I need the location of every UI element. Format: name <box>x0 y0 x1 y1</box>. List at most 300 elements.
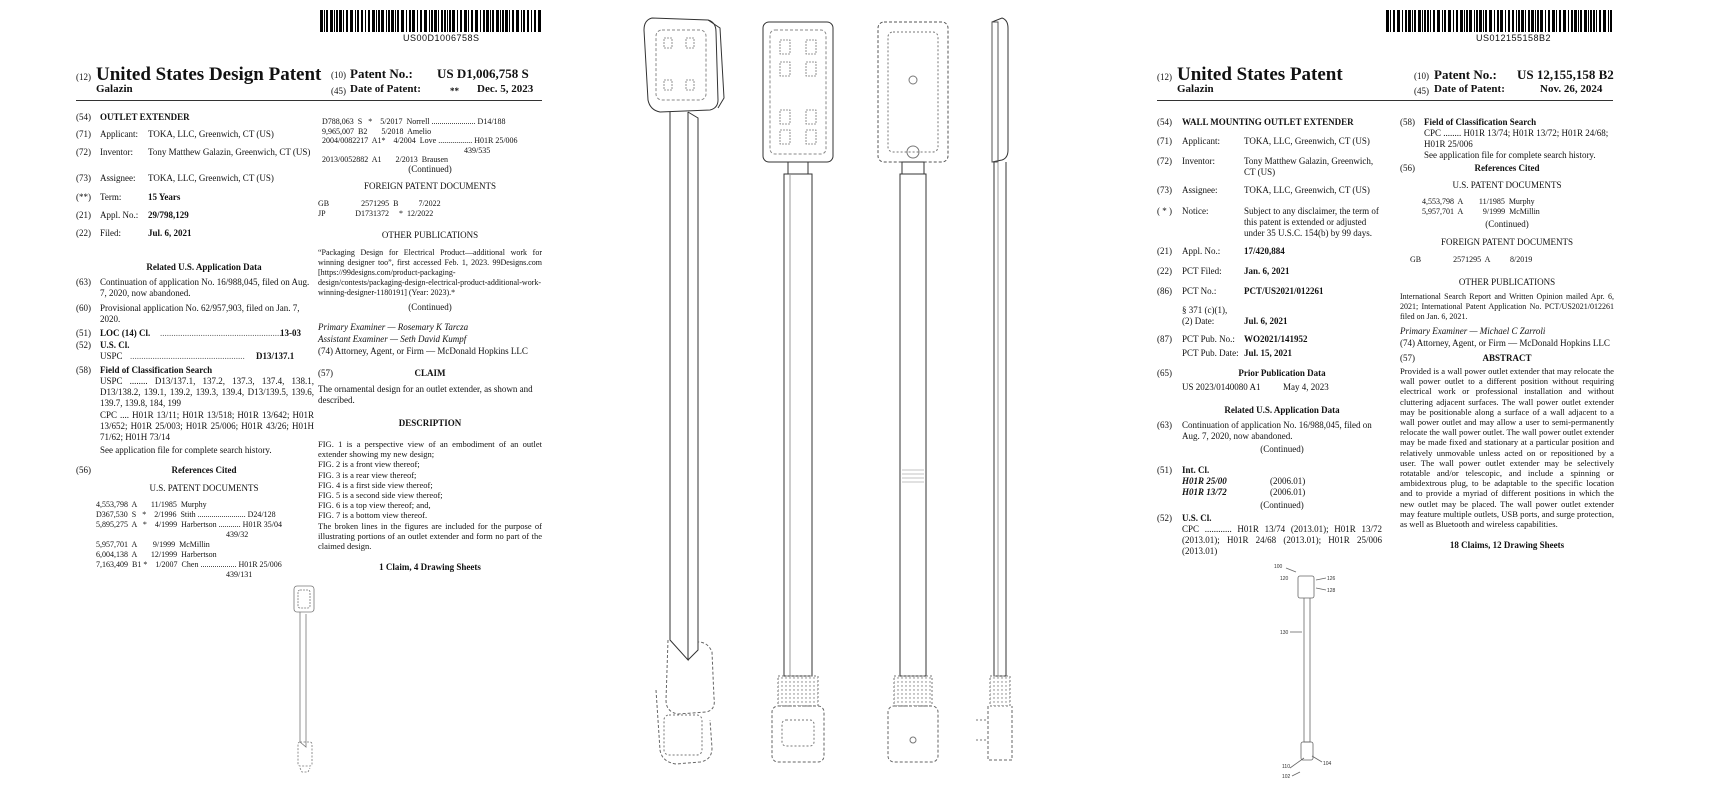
s371-label: § 371 (c)(1), <box>1182 305 1228 315</box>
field-value: 15 Years <box>148 192 181 202</box>
primary-examiner: Primary Examiner — Michael C Zarroli <box>1400 326 1546 336</box>
other-continued: (Continued) <box>408 302 452 312</box>
search-cpc: CPC .... H01R 13/11; H01R 13/518; H01R 13/642; H01R 13/652; H01R 25/003; H01R 25/006; H01R 43/26; H01H 71/62; H01H 73/14 <box>100 410 314 442</box>
field-label: Appl. No.: <box>100 210 139 220</box>
barcode-bar <box>1390 10 1391 32</box>
s371-date-label: (2) Date: <box>1182 316 1215 326</box>
pub-date: Jul. 15, 2021 <box>1244 348 1293 358</box>
barcode-bar <box>350 10 353 32</box>
fig-label: 104 <box>1323 761 1332 767</box>
date-label: Date of Patent: <box>1434 83 1505 95</box>
barcode-bar <box>324 10 325 32</box>
citation-row: 9,965,007 B2 5/2018 Amelio <box>322 126 432 136</box>
barcode-bar <box>523 10 525 32</box>
barcode-bar <box>483 10 485 32</box>
field-label: PCT Filed: <box>1182 266 1222 276</box>
barcode-bar <box>372 10 375 32</box>
barcode-bar <box>475 10 478 32</box>
prior-row: US 2023/0140080 A1 May 4, 2023 <box>1182 382 1329 392</box>
barcode-bar <box>1393 10 1395 32</box>
attorney: (74) Attorney, Agent, or Firm — McDonald Hopkins LLC <box>318 346 528 356</box>
barcode-bar <box>441 10 443 32</box>
fig-label: 100 <box>1274 564 1283 570</box>
barcode-bar <box>538 10 541 32</box>
fig-label: 102 <box>1282 774 1291 780</box>
barcode-bar <box>424 10 427 32</box>
barcode-bar <box>1500 10 1503 32</box>
kind-code: (12) <box>76 72 91 82</box>
related-heading: Related U.S. Application Data <box>1224 405 1340 415</box>
refs-continued: (Continued) <box>1485 219 1529 229</box>
related-code: (63) <box>1157 420 1172 430</box>
patent-number: US D1,006,758 S <box>437 66 529 81</box>
foreign-heading: FOREIGN PATENT DOCUMENTS <box>363 181 497 191</box>
barcode-number: US00D1006758S <box>403 33 480 43</box>
field-code: (72) <box>76 147 91 157</box>
citation-row: 2013/0052882 A1 2/2013 Brausen <box>322 155 448 164</box>
barcode-bar <box>1525 10 1526 32</box>
barcode-bar <box>1460 10 1463 32</box>
barcode-bar <box>452 10 455 32</box>
claim-code: (57) <box>318 368 333 378</box>
search-uspc: USPC ........ D13/137.1, 137.2, 137.3, 137.4, 138.1, D13/138.2, 139.1, 139.2, 139.3, 139.4, D13/139.5, 139.6, 139.7, 139.8, 184, 199 <box>100 376 314 408</box>
search-label: Field of Classification Search <box>100 365 213 375</box>
barcode-bar <box>1516 10 1517 32</box>
claims-sheets: 1 Claim, 4 Drawing Sheets <box>379 562 481 572</box>
field-value: TOKA, LLC, Greenwich, CT (US) <box>1244 185 1370 195</box>
prior-code: (65) <box>1157 368 1172 378</box>
barcode-bar <box>1578 10 1579 32</box>
barcode-bar <box>1386 10 1389 32</box>
barcode-bar <box>339 10 342 32</box>
description-line: FIG. 1 is a perspective view of an embodiment of an outlet extender showing my new design; <box>318 439 542 460</box>
citation-row: GB 2571295 B 7/2022 <box>318 199 441 208</box>
barcode-bar <box>468 10 469 32</box>
barcode-bar <box>1444 10 1446 32</box>
citation-row: 4,553,798 A 11/1985 Murphy <box>96 500 207 509</box>
search-note: See application file for complete search history. <box>1424 150 1596 160</box>
barcode-bar <box>438 10 439 32</box>
outlet-extender-drawing <box>620 0 1070 787</box>
inventor-surname: Galazin <box>1177 83 1214 95</box>
claims-sheets: 18 Claims, 12 Drawing Sheets <box>1449 540 1565 550</box>
us-docs-heading: U.S. PATENT DOCUMENTS <box>149 483 259 493</box>
barcode-bar <box>1521 10 1524 32</box>
citation-row: GB 2571295 A 8/2019 <box>1410 255 1533 264</box>
citation-row: D367,530 S * 2/1996 Stith ........................ D24/128 <box>96 510 276 519</box>
barcode-bar <box>391 10 394 32</box>
intcl-class-1: H01R 25/00 <box>1182 476 1227 486</box>
s371-date: Jul. 6, 2021 <box>1244 316 1288 326</box>
prior-heading: Prior Publication Data <box>1238 368 1326 378</box>
barcode-bar <box>1603 10 1606 32</box>
description-line: The broken lines in the figures are included for the purpose of illustrating portions of an outlet extender and form no part of the claimed design. <box>318 520 542 552</box>
barcode-bar <box>1593 10 1596 32</box>
patent-no-label: Patent No.: <box>1434 67 1497 82</box>
barcode-bar <box>1430 10 1431 32</box>
barcode-bar <box>409 10 411 32</box>
barcode-bar <box>355 10 356 32</box>
field-code: (72) <box>1157 156 1172 166</box>
citation-row: D788,063 S * 5/2017 Norrell ...................... D14/188 <box>322 117 506 126</box>
barcode-bar <box>1469 10 1472 32</box>
citation-row: 439/131 <box>96 570 253 579</box>
barcode-bar <box>1489 10 1492 32</box>
barcode-bar <box>480 10 481 32</box>
barcode-bar <box>492 10 494 32</box>
barcode-bar <box>1464 10 1465 32</box>
barcode-bar <box>1588 10 1589 32</box>
barcode-bar <box>1422 10 1423 32</box>
page-title: United States Patent <box>1177 64 1343 85</box>
barcode-bar <box>1518 10 1520 32</box>
search-note: See application file for complete search history. <box>100 445 272 455</box>
field-value: PCT/US2021/012261 <box>1244 286 1324 296</box>
barcode-bar <box>457 10 458 32</box>
desc-heading: DESCRIPTION <box>398 418 462 428</box>
barcode-bar <box>386 10 387 32</box>
abstract-text: Provided is a wall power outlet extender that may relocate the wall power outlet to a different position without requiring electrical work or professional installation and without cluttering adjacent surfaces. The wall power outlet extender may be positionable along a surface of a wall adjacent to a wall power outlet and may allow a user to semi-permanently relocate the wall power outlet. The wall power outlet extender may be made fixed and stationary at a particular position and relatively unmovable unless acted on or repositioned by a user. The wall power outlet extender may be selectively rotatable and/or telescopic, and include a spinning or ambidextrous plug, to be adaptable to the specific location and to provide a myriad of different positions in which the new outlet may be placed. The wall power outlet extender may feature multiple outlets, USB ports, and surge protection, as well as Bluetooth and wireless capabilities. <box>1400 366 1614 530</box>
barcode-bar <box>381 10 384 32</box>
barcode-bar <box>1476 10 1478 32</box>
pub-code: (87) <box>1157 334 1172 344</box>
patent-no-code: (10) <box>1414 71 1429 81</box>
related-60-text: Provisional application No. 62/957,903, filed on Jan. 7, 2020. <box>100 303 300 324</box>
other-pub-text: “Packaging Design for Electrical Product—additional work for winning designer too”, first accessed Feb. 1, 2023. 99Designs.com [https://99designs.com/product-packaging-design/contests/packaging-design-electrical-product-additional-work-winning-designer-1180191] (Year: 2023).* <box>318 248 542 297</box>
barcode-bar <box>1456 10 1458 32</box>
citation-row: JP D1731372 * 12/2022 <box>318 209 434 218</box>
barcode-bar <box>1584 10 1587 32</box>
barcode-bar <box>336 10 338 32</box>
field-code: (86) <box>1157 286 1172 296</box>
barcode-bar <box>1433 10 1435 32</box>
field-value: TOKA, LLC, Greenwich, CT (US) <box>148 173 274 183</box>
citation-row: 5,895,275 A * 4/1999 Harbertson ........... H01R 35/04 <box>96 520 282 529</box>
field-value: WALL MOUNTING OUTLET EXTENDER <box>1182 117 1354 127</box>
representative-drawing <box>288 582 348 782</box>
loc-label: LOC (14) Cl. <box>100 328 151 338</box>
pub-date-label: PCT Pub. Date: <box>1182 348 1239 358</box>
field-value: TOKA, LLC, Greenwich, CT (US) <box>1244 136 1370 146</box>
related-63-text: Continuation of application No. 16/988,045, filed on Aug. 7, 2020, now abandoned. <box>100 277 310 298</box>
barcode-bar <box>505 10 508 32</box>
barcode-bar <box>378 10 380 32</box>
date-stars: ** <box>450 86 459 96</box>
field-code: (71) <box>76 129 91 139</box>
field-label: Filed: <box>100 228 122 238</box>
fig-label: 126 <box>1327 576 1336 582</box>
description-line: FIG. 5 is a second side view thereof; <box>318 490 443 501</box>
pub-no: WO2021/141952 <box>1244 334 1308 344</box>
barcode-bar <box>1568 10 1569 32</box>
barcode-bar <box>1610 10 1612 32</box>
barcode-bar <box>1427 10 1430 32</box>
representative-drawing <box>1260 562 1350 782</box>
barcode-bar <box>346 10 348 32</box>
related-heading: Related U.S. Application Data <box>146 262 262 272</box>
abstract-code: (57) <box>1400 353 1415 363</box>
date-code: (45) <box>331 86 346 96</box>
field-label: Appl. No.: <box>1182 246 1221 256</box>
us-docs-heading: U.S. PATENT DOCUMENTS <box>1452 180 1562 190</box>
barcode-bar <box>1397 10 1400 32</box>
field-value: Tony Matthew Galazin, Greenwich, CT (US) <box>148 147 311 157</box>
patent-date: Nov. 26, 2024 <box>1540 83 1603 95</box>
patent-number: US 12,155,158 B2 <box>1517 67 1614 82</box>
field-value: Jan. 6, 2021 <box>1244 266 1290 276</box>
barcode-bar <box>471 10 473 32</box>
barcode-bar <box>368 10 370 32</box>
barcode-bar <box>1563 10 1566 32</box>
field-label: Term: <box>100 192 122 202</box>
field-label: Notice: <box>1182 206 1209 216</box>
barcode-bar <box>1571 10 1573 32</box>
field-code: (**) <box>76 192 91 202</box>
field-label: PCT No.: <box>1182 286 1217 296</box>
field-label: Assignee: <box>1182 185 1218 195</box>
barcode-bar <box>320 10 323 32</box>
pub-label: PCT Pub. No.: <box>1182 334 1235 344</box>
barcode-bar <box>1545 10 1546 32</box>
cpc-text: CPC ............ H01R 13/74 (2013.01); H01R 13/72 (2013.01); H01R 24/68 (2013.01); H01R 25/006 (2013.01) <box>1182 524 1382 556</box>
description-line: FIG. 6 is a top view thereof; and, <box>318 500 431 511</box>
patent-no-label: Patent No.: <box>350 66 413 81</box>
citation-row: 4,553,798 A 11/1985 Murphy <box>1422 197 1535 206</box>
related-text: Continuation of application No. 16/988,045, filed on Aug. 7, 2020, now abandoned. <box>1182 420 1372 441</box>
search-code: (58) <box>1400 117 1415 127</box>
abstract-heading: ABSTRACT <box>1482 353 1532 363</box>
related-63-code: (63) <box>76 277 91 287</box>
description <box>318 439 542 551</box>
description-line: FIG. 4 is a first side view thereof; <box>318 479 433 490</box>
barcode-bar <box>1535 10 1536 32</box>
barcode-bar <box>1599 10 1601 32</box>
field-code: (54) <box>1157 117 1172 127</box>
other-pub-heading: OTHER PUBLICATIONS <box>381 230 479 240</box>
citation-row: 439/535 <box>322 145 491 155</box>
other-pub-heading: OTHER PUBLICATIONS <box>1458 277 1556 287</box>
barcode-bar <box>531 10 532 32</box>
field-value: Jul. 6, 2021 <box>148 228 192 238</box>
claim-text: The ornamental design for an outlet extender, as shown and described. <box>318 384 533 405</box>
barcode-bar <box>1580 10 1582 32</box>
barcode-bar <box>1559 10 1561 32</box>
barcode-bar <box>1590 10 1592 32</box>
citation-row: 6,004,138 A 12/1999 Harbertson <box>96 550 217 559</box>
barcode-bar <box>1442 10 1443 32</box>
search-cpc: CPC ........ H01R 13/74; H01R 13/72; H01R 24/68; H01R 25/006 <box>1424 128 1609 149</box>
barcode-bar <box>496 10 499 32</box>
uspc-label: USPC <box>100 351 123 361</box>
attorney: (74) Attorney, Agent, or Firm — McDonald Hopkins LLC <box>1400 338 1610 348</box>
barcode-bar <box>516 10 519 32</box>
barcode-bar <box>1531 10 1534 32</box>
description-line: FIG. 7 is a bottom view thereof. <box>318 510 428 521</box>
barcode-bar <box>1528 10 1530 32</box>
fig-label: 130 <box>1280 630 1289 636</box>
barcode <box>320 10 542 32</box>
barcode-bar <box>417 10 418 32</box>
citation-row: 5,957,701 A 9/1999 McMillin <box>1422 207 1540 216</box>
barcode-bar <box>1453 10 1454 32</box>
date-label: Date of Patent: <box>350 83 421 95</box>
continued-label: (Continued) <box>408 164 452 174</box>
related-60-code: (60) <box>76 303 91 313</box>
barcode-bar <box>1512 10 1515 32</box>
barcode-bar <box>1414 10 1416 32</box>
primary-examiner: Primary Examiner — Rosemary K Tarcza <box>318 322 469 332</box>
barcode-bar <box>401 10 404 32</box>
search-code: (58) <box>76 365 91 375</box>
barcode-bar <box>420 10 422 32</box>
barcode-bar <box>490 10 491 32</box>
field-value: Tony Matthew Galazin, Greenwich, CT (US) <box>1244 156 1374 177</box>
description-line: FIG. 3 is a rear view thereof; <box>318 469 417 480</box>
description-line: FIG. 2 is a front view thereof; <box>318 459 420 470</box>
field-code: (22) <box>1157 266 1172 276</box>
barcode-bar <box>429 10 430 32</box>
field-code: (73) <box>76 173 91 183</box>
barcode-bar <box>460 10 462 32</box>
related-continued: (Continued) <box>1260 444 1304 454</box>
intcl-code: (51) <box>1157 465 1172 475</box>
barcode-bar <box>1537 10 1539 32</box>
field-value: 17/420,884 <box>1244 246 1285 256</box>
barcode-bar <box>449 10 451 32</box>
patent-date: Dec. 5, 2023 <box>477 83 534 95</box>
barcode-bar <box>1474 10 1475 32</box>
fig-label: 120 <box>1280 576 1289 582</box>
barcode-bar <box>1405 10 1407 32</box>
barcode-bar <box>1494 10 1495 32</box>
barcode-bar <box>444 10 447 32</box>
barcode-bar <box>1548 10 1550 32</box>
citation-row: 7,163,409 B1 * 1/2007 Chen .................. H01R 25/006 <box>96 560 282 569</box>
barcode-bar <box>527 10 530 32</box>
foreign-heading: FOREIGN PATENT DOCUMENTS <box>1440 237 1574 247</box>
barcode-bar <box>334 10 335 32</box>
field-value: Subject to any disclaimer, the term of this patent is extended or adjusted under 35 U.S.C. 154(b) by 99 days. <box>1244 206 1379 238</box>
field-value: OUTLET EXTENDER <box>100 112 190 122</box>
barcode-bar <box>1596 10 1597 32</box>
intcl-continued: (Continued) <box>1260 500 1304 510</box>
intcl-ver-1: (2006.01) <box>1270 476 1306 486</box>
barcode-number: US012155158B2 <box>1476 33 1552 43</box>
citation-row: 5,957,701 A 9/1999 McMillin <box>96 540 210 549</box>
field-code: (73) <box>1157 185 1172 195</box>
barcode-bar <box>412 10 415 32</box>
uscl-label: U.S. Cl. <box>1182 513 1212 523</box>
barcode-bar <box>1608 10 1609 32</box>
page-title: United States Design Patent <box>96 64 322 85</box>
barcode-bar <box>406 10 407 32</box>
fig-label: 128 <box>1327 588 1336 594</box>
intcl-class-2: H01R 13/72 <box>1182 487 1227 497</box>
barcode-bar <box>357 10 359 32</box>
barcode-bar <box>1448 10 1451 32</box>
field-code: (22) <box>76 228 91 238</box>
barcode-bar <box>326 10 328 32</box>
barcode-bar <box>1424 10 1426 32</box>
barcode-bar <box>1412 10 1413 32</box>
loc-value: 13-03 <box>280 328 301 338</box>
barcode-bar <box>464 10 467 32</box>
barcode-bar <box>388 10 390 32</box>
search-label: Field of Classification Search <box>1424 117 1537 127</box>
barcode-bar <box>486 10 489 32</box>
refs-heading: References Cited <box>171 465 237 475</box>
barcode-bar <box>502 10 504 32</box>
barcode <box>1386 10 1614 32</box>
claim-heading: CLAIM <box>414 368 446 378</box>
barcode-bar <box>521 10 522 32</box>
kind-code: (12) <box>1157 72 1172 82</box>
intcl-ver-2: (2006.01) <box>1270 487 1306 497</box>
refs-code: (56) <box>76 465 91 475</box>
field-value: 29/798,129 <box>148 210 189 220</box>
barcode-bar <box>500 10 501 32</box>
barcode-bar <box>1437 10 1440 32</box>
utility-patent-page <box>1140 0 1709 787</box>
uscl-label: U.S. Cl. <box>100 340 130 350</box>
barcode-bar <box>1402 10 1403 32</box>
field-label: Assignee: <box>100 173 136 183</box>
citation-row: 2004/0082217 A1* 4/2004 Love ................. H01R 25/006 <box>322 136 518 145</box>
refs-heading: References Cited <box>1474 163 1540 173</box>
inventor-surname: Galazin <box>96 83 133 95</box>
barcode-bar <box>1485 10 1487 32</box>
barcode-bar <box>376 10 377 32</box>
barcode-bar <box>1497 10 1499 32</box>
barcode-bar <box>447 10 448 32</box>
field-code: (54) <box>76 112 91 122</box>
barcode-bar <box>1540 10 1543 32</box>
barcode-bar <box>395 10 396 32</box>
barcode-bar <box>1505 10 1506 32</box>
barcode-bar <box>431 10 433 32</box>
uscl-code: (52) <box>76 340 91 350</box>
field-label: Inventor: <box>100 147 133 157</box>
field-code: (21) <box>1157 246 1172 256</box>
drawing-sheet <box>620 0 1070 787</box>
design-patent-page: US00D1006758S (12) United States Design Patent (10) Patent No.: US D1,006,758 S Galazin (45) Date of Patent: ** Dec. 5, 2023 (54) OUTLET EXTENDER (71) Applicant: TOKA, LLC, Greenwich, CT (US) (72) Inventor: Tony Matthew Galazin, Greenwich, CT (US) (73) Assignee: TOKA, LLC, Greenwich, CT (US) (**) Term: 15 Years (21) Appl. No.: 29/798,129 (22) Filed: Jul. 6, 2021 Related U.S. Application Data (63) Continuation of application No. 16/988,045, filed on Aug. 7, 2020, now abandoned. (60) Provisional application No. 62/957,903, filed on Jan. 7, 2020. (51) LOC (14) Cl. ....................................................... 13-03 (52) U.S. Cl. USPC ................................................... D13/137.1 (58) Field of Classification Search USPC ........ D13/137.1, 137.2, 137.3, 137.4, 138.1, D13/138.2, 139.1, 139.2, 139.3, 139.4, D13/139.5, 139.6, 139.7, 139.8, 184, 199 CPC .... H01R 13/11; H01R 13/518; H01R 13/642; H01R 13/652; H01R 25/003; H01R 25/006; H01R 43/26; H01H 71/62; H01H 73/14 See application file for complete search history. (56) References Cited U.S. PATENT DOCUMENTS 4,553,798 A 11/1985 Murphy D367,530 S * 2/1996 Stith ........................ D24/128 5,895,275 A * 4/1999 Harbertson ........... H01R 35/04 439/32 5,957,701 A 9/1999 McMillin 6,004,138 A 12/1999 Harbertson 7,163,409 B1 * 1/2007 Chen .................. H01R 25/006 439/131 D788,063 S * 5/2017 Norrell ...................... D14/188 9,965,007 B2 5/2018 Amelio 2004/0082217 A1* 4/2004 Love ................. H01R 25/006 439/535 2013/0052882 A1 2/2013 Brausen (Continued) FOREIGN PATENT DOCUMENTS GB 2571295 B 7/2022 JP D1731372 * 12/2022 OTHER PUBLICATIONS “Packaging Design for Electrical Product—additional work for winning designer too”, first accessed Feb. 1, 2023. 99Designs.com [https://99designs.com/product-packaging-design/contests/packaging-design-electrical-product-additional-work-winning-designer-1180191] (Year: 2023).* (Continued) Primary Examiner — Rosemary K Tarcza Assistant Examiner — Seth David Kumpf (74) Attorney, Agent, or Firm — McDonald Hopkins LLC (57) CLAIM The ornamental design for an outlet extender, as shown and described. DESCRIPTION FIG. 1 is a perspective view of an embodiment of an outlet extender showing my new design; FIG. 2 is a front view thereof; FIG. 3 is a rear view thereof; FIG. 4 is a first side view thereof; FIG. 5 is a second side view thereof; FIG. 6 is a top view thereof; and, FIG. 7 is a bottom view thereof. The broken lines in the figures are included for the purpose of illustrating portions of an outlet extender and form no part of the claimed design. 1 Claim, 4 Drawing Sheets <box>0 0 610 787</box>
field-label: Inventor: <box>1182 156 1215 166</box>
barcode-bar <box>1574 10 1577 32</box>
barcode-bar <box>534 10 536 32</box>
barcode-bar <box>1508 10 1510 32</box>
field-label: Applicant: <box>1182 136 1220 146</box>
assistant-examiner: Assistant Examiner — Seth David Kumpf <box>318 334 467 344</box>
patent-no-code: (10) <box>331 70 346 80</box>
uscl-code: (52) <box>1157 513 1172 523</box>
uspc-value: D13/137.1 <box>256 351 295 361</box>
barcode-bar <box>1483 10 1484 32</box>
barcode-bar <box>343 10 344 32</box>
barcode-bar <box>1556 10 1557 32</box>
barcode-bar <box>1418 10 1421 32</box>
barcode-bar <box>1552 10 1555 32</box>
barcode-bar <box>509 10 510 32</box>
field-code: ( * ) <box>1157 206 1172 216</box>
barcode-bar <box>361 10 364 32</box>
barcode-bar <box>512 10 514 32</box>
barcode-bar <box>397 10 399 32</box>
field-code: (71) <box>1157 136 1172 146</box>
loc-code: (51) <box>76 328 91 338</box>
citation-row: 439/32 <box>96 530 249 539</box>
field-label: Applicant: <box>100 129 138 139</box>
barcode-bar <box>1479 10 1482 32</box>
